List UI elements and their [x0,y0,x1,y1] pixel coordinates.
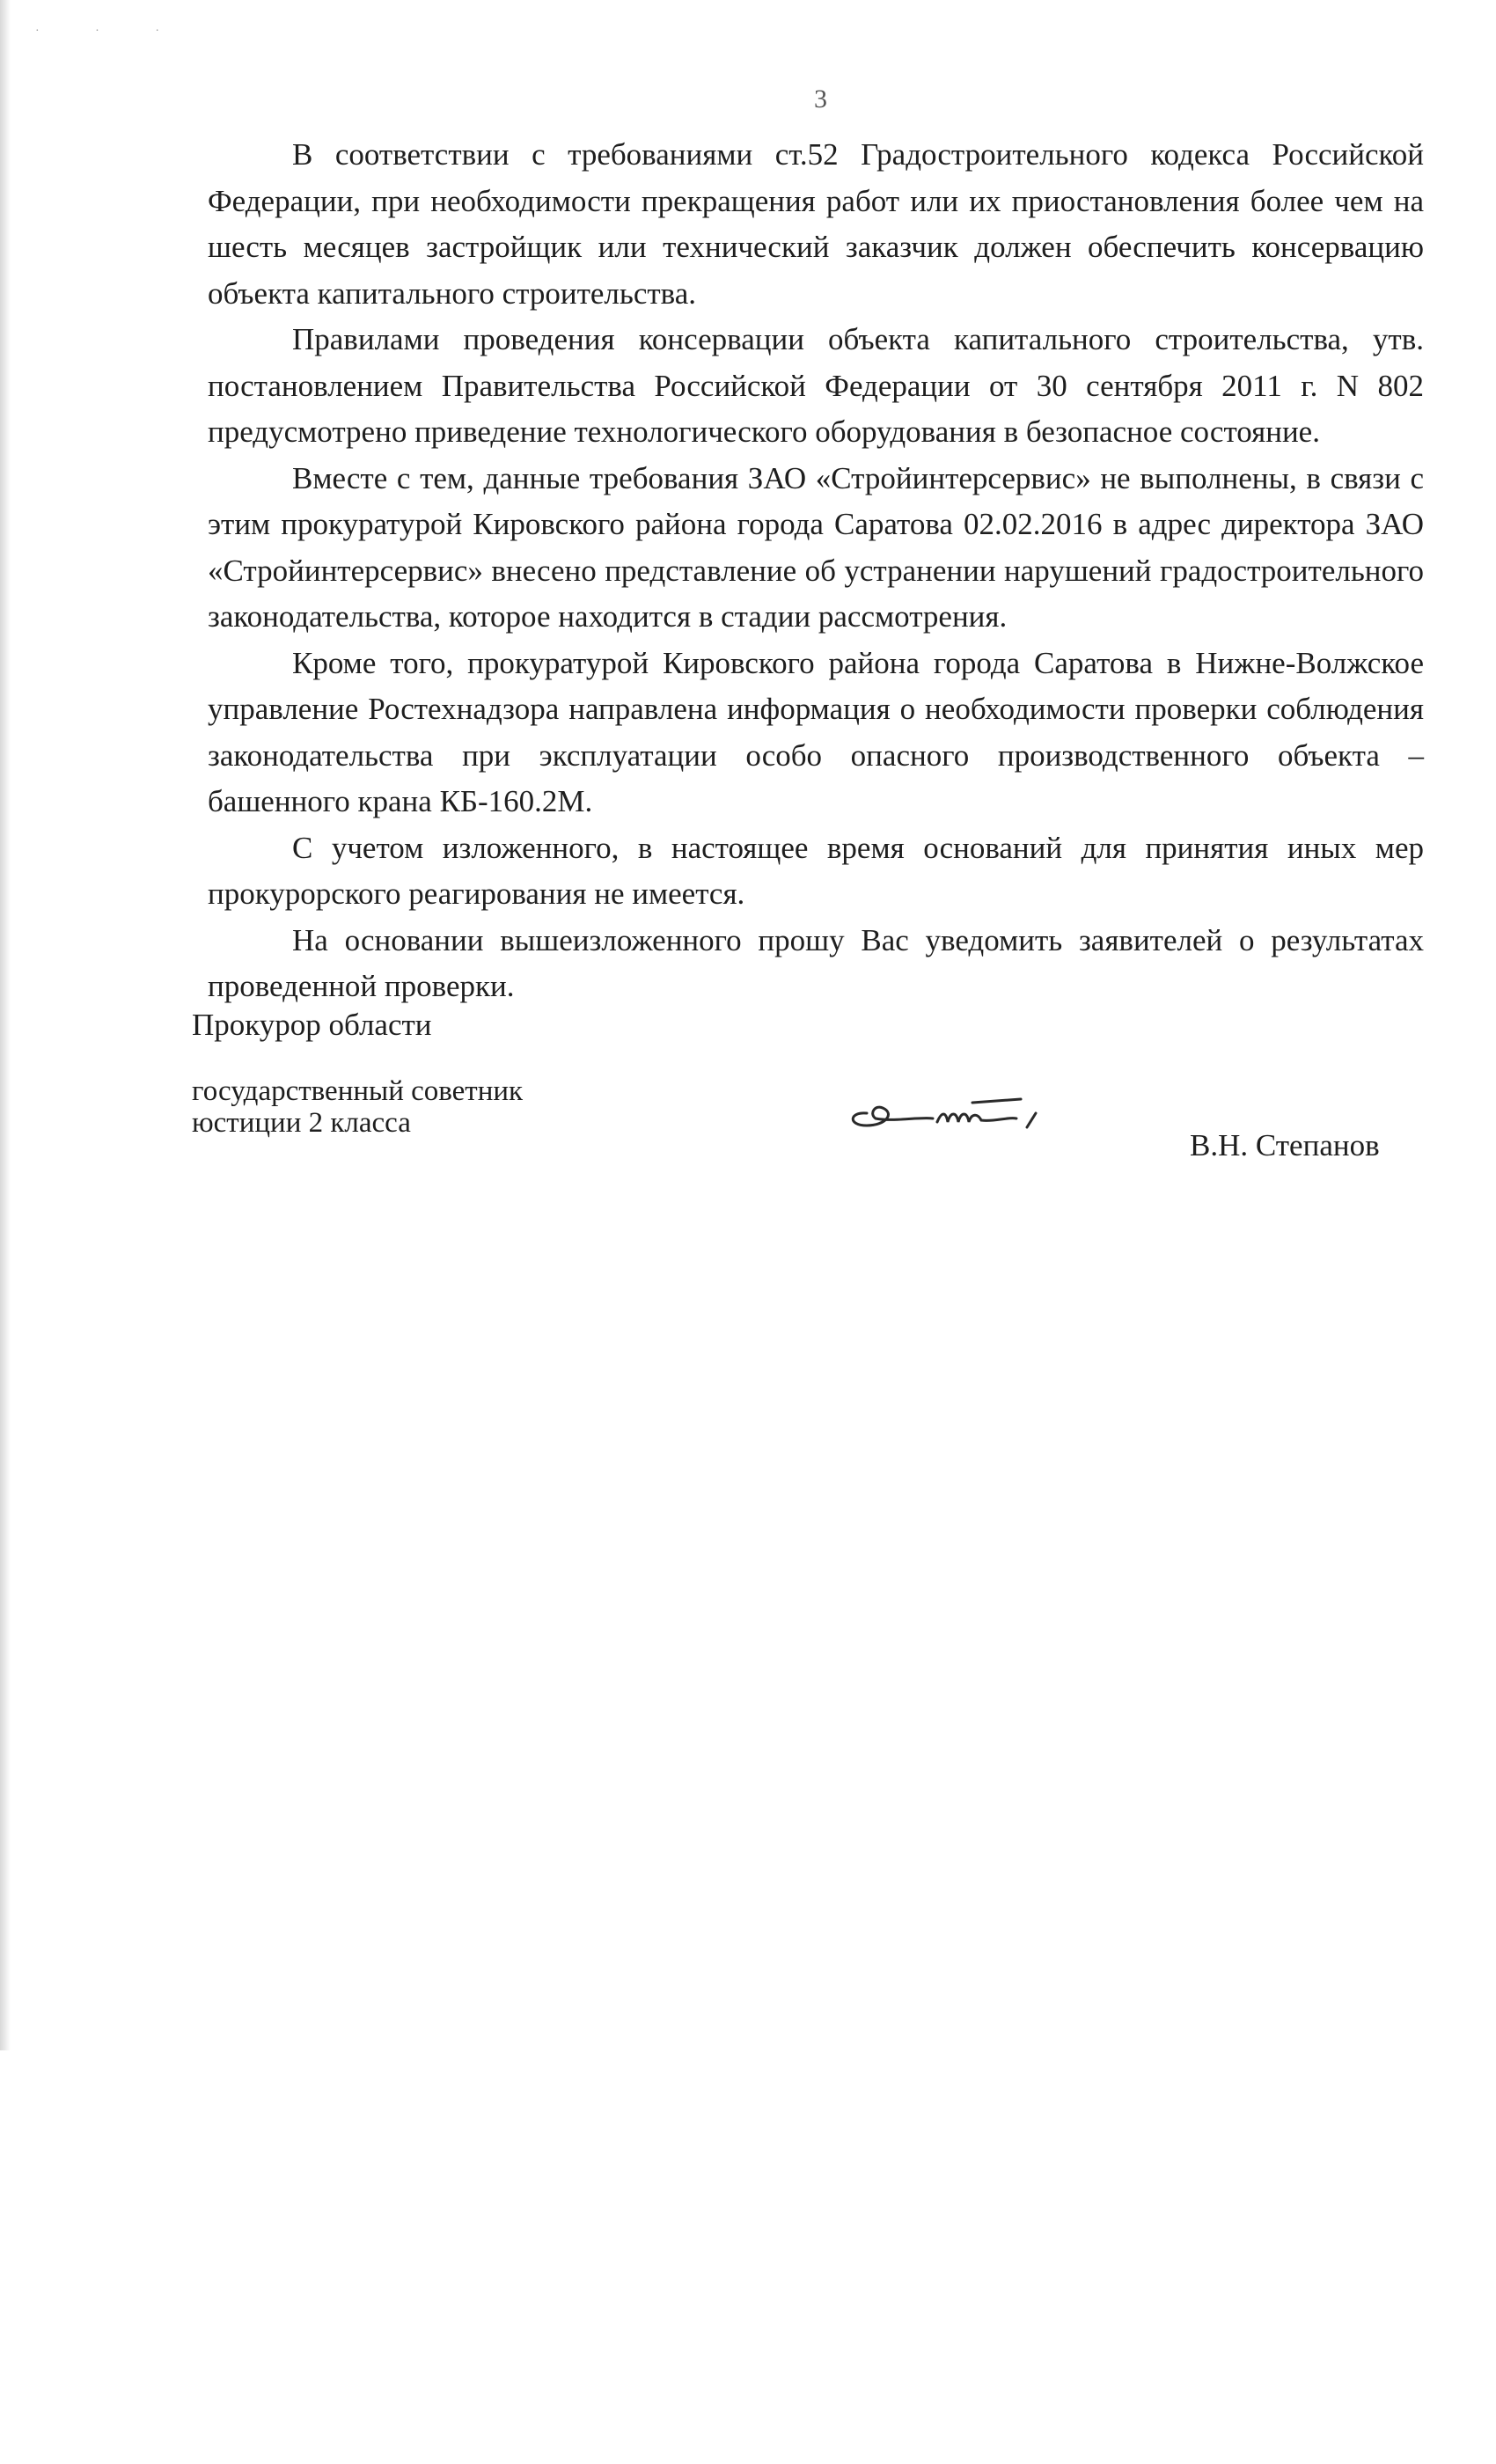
signatory-rank-line: юстиции 2 класса [192,1107,411,1139]
signatory-name: В.Н. Степанов [1190,1128,1380,1162]
scan-specks: · · · [35,25,186,38]
paragraph: Кроме того, прокуратурой Кировского района города Саратова в Нижне-Волжское управление Ростехнадзора направлена информация о необходимости проверки соблюдения законодательства при эксплуатации особо опасного производственного объекта – башенного крана КБ-160.2М. [208,645,1424,818]
paragraph: На основании вышеизложенного прошу Вас уведомить заявителей о результатах проведенной проверки. [208,922,1424,1003]
paragraph: С учетом изложенного, в настоящее время оснований для принятия иных мер прокурорского реагирования не имеется. [208,830,1424,911]
handwritten-signature [840,1087,1087,1140]
signatory-position: Прокурор области [192,1008,432,1042]
paragraph: Правилами проведения консервации объекта капитального строительства, утв. постановлением Правительства Российской Федерации от 30 сентября 2011 г. N 802 предусмотрено приведение технологического оборудования в безопасное состояние. [208,322,1424,449]
letter-body [208,132,1424,1010]
scan-gutter-shadow [0,0,11,2050]
signatory-rank-line: государственный советник [192,1075,524,1107]
page-number: 3 [814,84,827,114]
paragraph: Вместе с тем, данные требования ЗАО «Стройинтерсервис» не выполнены, в связи с этим прокуратурой Кировского района города Саратова 02.02.2016 в адрес директора ЗАО «Стройинтерсервис» внесено представление об устранении нарушений градостроительного законодательства, которое находится в стадии рассмотрения. [208,460,1424,634]
signatory-rank [192,1075,523,1139]
paragraph: В соответствии с требованиями ст.52 Градостроительного кодекса Российской Федерации, при необходимости прекращения работ или их приостановления более чем на шесть месяцев застройщик или технический заказчик должен обеспечить консервацию объекта капитального строительства. [208,137,1424,311]
